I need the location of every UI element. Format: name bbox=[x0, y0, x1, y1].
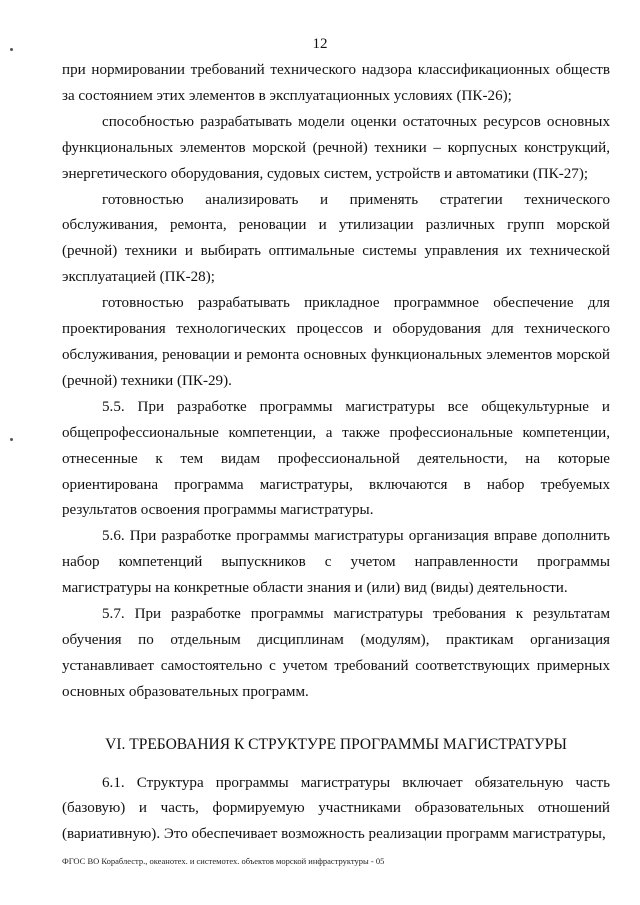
paragraph-6-1: 6.1. Структура программы магистратуры включает обязательную часть (базовую) и часть, формируемую участниками образовательных отношений (вариативную). Это обеспечивает возможность реализации программ магистратуры, bbox=[62, 774, 610, 843]
paragraph-5-6: 5.6. При разработке программы магистратуры организация вправе дополнить набор компетенций выпускников с учетом направленности программы магистратуры на конкретные области знания и (или) вид (виды) деятельности. bbox=[62, 528, 610, 597]
paragraph-pk27: способностью разрабатывать модели оценки остаточных ресурсов основных функциональных элементов морской (речной) техники – корпусных конструкций, энергетического оборудования, судовых систем, устройств и автоматики (ПК-27); bbox=[62, 113, 610, 182]
page-number: 12 bbox=[312, 36, 328, 52]
section-heading: VI. ТРЕБОВАНИЯ К СТРУКТУРЕ ПРОГРАММЫ МАГИСТРАТУРЫ bbox=[105, 735, 567, 753]
paragraph-5-7: 5.7. При разработке программы магистратуры требования к результатам обучения по отдельным дисциплинам (модулям), практикам организация устанавливает самостоятельно с учетом требований соответствующих примерных основных образовательных программ. bbox=[62, 606, 610, 700]
page-footer: ФГОС ВО Кораблестр., океанотех. и системотех. объектов морской инфраструктуры - 05 bbox=[62, 856, 385, 866]
paragraph-5-5: 5.5. При разработке программы магистратуры все общекультурные и общепрофессиональные компетенции, а также профессиональные компетенции, отнесенные к тем видам профессиональной деятельности, на которые ориентирована программа магистратуры, включаются в набор требуемых результатов освоения программы магистратуры. bbox=[62, 398, 610, 519]
paragraph-pk28: готовностью анализировать и применять стратегии технического обслуживания, ремонта, реновации и утилизации различных групп морской (речной) техники и выбирать оптимальные системы управления их технической эксплуатацией (ПК-28); bbox=[62, 191, 610, 286]
paragraph-pk26-continuation: при нормировании требований технического надзора классификационных обществ за состоянием этих элементов в эксплуатационных условиях (ПК-26); bbox=[62, 62, 610, 104]
document-body bbox=[62, 58, 610, 848]
paragraph-pk29: готовностью разрабатывать прикладное программное обеспечение для проектирования технологических процессов и оборудования для технического обслуживания, реновации и ремонта основных функциональных элементов морской (речной) техники (ПК-29). bbox=[62, 295, 610, 389]
scan-mark bbox=[10, 438, 13, 441]
